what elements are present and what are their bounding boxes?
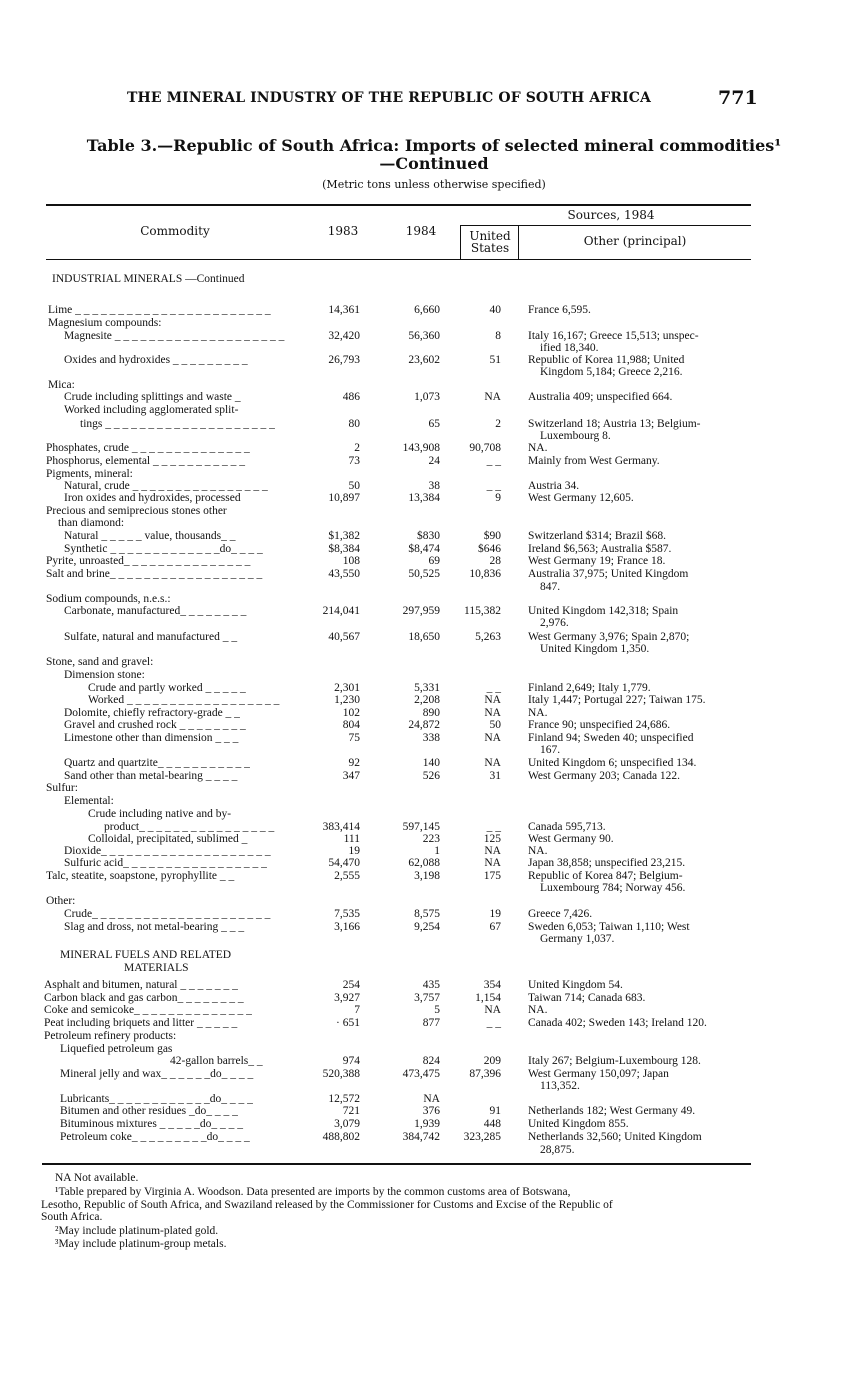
united-states-cell: 175 bbox=[483, 870, 501, 882]
commodity-cell: tings _ _ _ _ _ _ _ _ _ _ _ _ _ _ _ _ _ _ _ _ bbox=[80, 418, 275, 430]
commodity-cell: Colloidal, precipitated, sublimed _ bbox=[88, 833, 248, 845]
commodity-cell: Crude and partly worked _ _ _ _ _ bbox=[88, 682, 246, 694]
commodity-cell: Synthetic _ _ _ _ _ _ _ _ _ _ _ _ _do_ _ _ _ bbox=[64, 543, 263, 555]
other-sources-cell: Japan 38,858; unspecified 23,215. bbox=[528, 857, 686, 869]
other-sources-cell: Finland 2,649; Italy 1,779. bbox=[528, 682, 651, 694]
table-row bbox=[0, 273, 868, 287]
united-states-cell: 9 bbox=[495, 492, 501, 504]
other-sources-cell: Italy 16,167; Greece 15,513; unspec- bbox=[528, 330, 699, 342]
other-sources-cell: NA. bbox=[528, 1004, 548, 1016]
commodity-cell: Crude including splittings and waste _ bbox=[64, 391, 241, 403]
table-row bbox=[0, 517, 868, 531]
commodity-cell: Magnesite _ _ _ _ _ _ _ _ _ _ _ _ _ _ _ _ _ _ _ _ bbox=[64, 330, 285, 342]
value-1983-cell: 7,535 bbox=[334, 908, 360, 920]
commodity-cell: Magnesium compounds: bbox=[48, 317, 162, 329]
value-1983-cell: 43,550 bbox=[328, 568, 360, 580]
table-row bbox=[0, 979, 868, 993]
other-sources-cell: Finland 94; Sweden 40; unspecified bbox=[528, 732, 694, 744]
other-sources-cell: NA. bbox=[528, 707, 548, 719]
value-1983-cell: 486 bbox=[342, 391, 360, 403]
table-row bbox=[0, 317, 868, 331]
other-sources-cell: ified 18,340. bbox=[540, 342, 599, 354]
commodity-cell: Quartz and quartzite_ _ _ _ _ _ _ _ _ _ _ bbox=[64, 757, 250, 769]
united-states-cell: NA bbox=[484, 694, 501, 706]
value-1983-cell: 50 bbox=[348, 480, 360, 492]
value-1983-cell: 3,079 bbox=[334, 1118, 360, 1130]
other-sources-cell: Mainly from West Germany. bbox=[528, 455, 660, 467]
other-sources-cell: West Germany 150,097; Japan bbox=[528, 1068, 669, 1080]
commodity-cell: Mica: bbox=[48, 379, 75, 391]
table-row bbox=[0, 1080, 868, 1094]
united-states-cell: _ _ bbox=[486, 821, 501, 833]
commodity-cell: Dioxide_ _ _ _ _ _ _ _ _ _ _ _ _ _ _ _ _ _ _ _ bbox=[64, 845, 271, 857]
value-1984-cell: 877 bbox=[422, 1017, 440, 1029]
value-1984-cell: 473,475 bbox=[402, 1068, 440, 1080]
other-sources-cell: West Germany 3,976; Spain 2,870; bbox=[528, 631, 690, 643]
table-row bbox=[0, 962, 868, 976]
value-1984-cell: 23,602 bbox=[408, 354, 440, 366]
united-states-cell: _ _ bbox=[486, 1017, 501, 1029]
value-1984-cell: 1,939 bbox=[414, 1118, 440, 1130]
table-row bbox=[0, 404, 868, 418]
value-1983-cell: 54,470 bbox=[328, 857, 360, 869]
other-sources-cell: Netherlands 182; West Germany 49. bbox=[528, 1105, 696, 1117]
table-row bbox=[0, 1055, 868, 1069]
table-row bbox=[0, 617, 868, 631]
commodity-cell: Petroleum refinery products: bbox=[44, 1030, 177, 1042]
other-sources-cell: Ireland $6,563; Australia $587. bbox=[528, 543, 672, 555]
united-states-cell: 2 bbox=[495, 418, 501, 430]
commodity-cell: Bitumen and other residues _do_ _ _ _ bbox=[60, 1105, 238, 1117]
value-1983-cell: 3,166 bbox=[334, 921, 360, 933]
commodity-cell: Sulfuric acid_ _ _ _ _ _ _ _ _ _ _ _ _ _ _ _ _ bbox=[64, 857, 267, 869]
commodity-cell: Sodium compounds, n.e.s.: bbox=[46, 593, 171, 605]
united-states-cell: 50 bbox=[489, 719, 501, 731]
table-row bbox=[0, 1131, 868, 1145]
united-states-cell: 28 bbox=[489, 555, 501, 567]
value-1983-cell: 2,301 bbox=[334, 682, 360, 694]
united-states-cell: 125 bbox=[483, 833, 501, 845]
running-title: THE MINERAL INDUSTRY OF THE REPUBLIC OF SOUTH AFRICA bbox=[127, 90, 651, 106]
value-1983-cell: 488,802 bbox=[322, 1131, 360, 1143]
table-row bbox=[0, 895, 868, 909]
other-sources-cell: Luxembourg 784; Norway 456. bbox=[540, 882, 686, 894]
other-sources-cell: Switzerland $314; Brazil $68. bbox=[528, 530, 666, 542]
table-row bbox=[0, 1030, 868, 1044]
united-states-cell: NA bbox=[484, 391, 501, 403]
table-row bbox=[0, 455, 868, 469]
value-1984-cell: 3,198 bbox=[414, 870, 440, 882]
other-sources-cell: Italy 1,447; Portugal 227; Taiwan 175. bbox=[528, 694, 706, 706]
col-header-1984: 1984 bbox=[405, 224, 437, 238]
other-sources-cell: Austria 34. bbox=[528, 480, 580, 492]
commodity-cell: Dolomite, chiefly refractory-grade _ _ bbox=[64, 707, 240, 719]
table-title-continued: —Continued bbox=[379, 154, 489, 173]
other-sources-cell: Luxembourg 8. bbox=[540, 430, 611, 442]
value-1983-cell: 721 bbox=[342, 1105, 360, 1117]
value-1983-cell: 1,230 bbox=[334, 694, 360, 706]
other-sources-cell: 113,352. bbox=[540, 1080, 580, 1092]
commodity-cell: Natural _ _ _ _ _ value, thousands_ _ bbox=[64, 530, 236, 542]
united-states-cell: $90 bbox=[483, 530, 501, 542]
value-1984-cell: 5,331 bbox=[414, 682, 440, 694]
value-1984-cell: 140 bbox=[422, 757, 440, 769]
value-1984-cell: 376 bbox=[422, 1105, 440, 1117]
table-row bbox=[0, 492, 868, 506]
value-1984-cell: 69 bbox=[428, 555, 440, 567]
col-header-us-2: States bbox=[470, 241, 510, 255]
table-row bbox=[0, 669, 868, 683]
table-row bbox=[0, 568, 868, 582]
united-states-cell: 448 bbox=[483, 1118, 501, 1130]
value-1984-cell: 8,575 bbox=[414, 908, 440, 920]
value-1984-cell: 526 bbox=[422, 770, 440, 782]
table-row bbox=[0, 719, 868, 733]
table-row bbox=[0, 1118, 868, 1132]
other-sources-cell: NA. bbox=[528, 845, 548, 857]
page-number: 771 bbox=[718, 87, 758, 109]
value-1984-cell: 5 bbox=[434, 1004, 440, 1016]
value-1984-cell: 2,208 bbox=[414, 694, 440, 706]
value-1984-cell: 223 bbox=[422, 833, 440, 845]
value-1984-cell: 6,660 bbox=[414, 304, 440, 316]
value-1983-cell: 214,041 bbox=[322, 605, 360, 617]
other-sources-cell: Taiwan 714; Canada 683. bbox=[528, 992, 646, 1004]
other-sources-cell: United Kingdom 855. bbox=[528, 1118, 629, 1130]
other-sources-cell: 847. bbox=[540, 581, 561, 593]
united-states-cell: 5,263 bbox=[475, 631, 501, 643]
value-1983-cell: 32,420 bbox=[328, 330, 360, 342]
commodity-cell: Elemental: bbox=[64, 795, 114, 807]
value-1983-cell: 14,361 bbox=[328, 304, 360, 316]
value-1983-cell: $1,382 bbox=[328, 530, 360, 542]
table-row bbox=[0, 795, 868, 809]
commodity-cell: Asphalt and bitumen, natural _ _ _ _ _ _ _ bbox=[44, 979, 238, 991]
commodity-cell: Iron oxides and hydroxides, processed bbox=[64, 492, 241, 504]
value-1984-cell: 435 bbox=[422, 979, 440, 991]
other-sources-cell: NA. bbox=[528, 442, 548, 454]
commodity-cell: Stone, sand and gravel: bbox=[46, 656, 154, 668]
united-states-cell: 8 bbox=[495, 330, 501, 342]
commodity-cell: Carbon black and gas carbon_ _ _ _ _ _ _ _ bbox=[44, 992, 244, 1004]
commodity-cell: Limestone other than dimension _ _ _ bbox=[64, 732, 239, 744]
table-row bbox=[0, 366, 868, 380]
other-sources-cell: 2,976. bbox=[540, 617, 569, 629]
other-sources-cell: Australia 409; unspecified 664. bbox=[528, 391, 673, 403]
commodity-cell: Crude including native and by- bbox=[88, 808, 232, 820]
commodity-cell: Bituminous mixtures _ _ _ _ _do_ _ _ _ bbox=[60, 1118, 244, 1130]
commodity-cell: Crude_ _ _ _ _ _ _ _ _ _ _ _ _ _ _ _ _ _ _ _ _ bbox=[64, 908, 271, 920]
value-1983-cell: 92 bbox=[348, 757, 360, 769]
footnote-2: ²May include platinum-plated gold. bbox=[55, 1225, 219, 1237]
table-row bbox=[0, 757, 868, 771]
other-sources-cell: Italy 267; Belgium-Luxembourg 128. bbox=[528, 1055, 701, 1067]
united-states-cell: _ _ bbox=[486, 682, 501, 694]
commodity-cell: Salt and brine_ _ _ _ _ _ _ _ _ _ _ _ _ _ _ _ _ _ bbox=[46, 568, 263, 580]
commodity-cell: Sulfur: bbox=[46, 782, 78, 794]
value-1984-cell: 18,650 bbox=[408, 631, 440, 643]
value-1983-cell: 347 bbox=[342, 770, 360, 782]
table-row bbox=[0, 949, 868, 963]
united-states-cell: NA bbox=[484, 1004, 501, 1016]
value-1984-cell: $8,474 bbox=[408, 543, 440, 555]
commodity-cell: Mineral jelly and wax_ _ _ _ _ _do_ _ _ _ bbox=[60, 1068, 254, 1080]
col-header-sources: Sources, 1984 bbox=[567, 208, 655, 222]
value-1983-cell: 75 bbox=[348, 732, 360, 744]
commodity-cell: Gravel and crushed rock _ _ _ _ _ _ _ _ bbox=[64, 719, 246, 731]
value-1984-cell: 597,145 bbox=[402, 821, 440, 833]
united-states-cell: 31 bbox=[489, 770, 501, 782]
united-states-cell: 90,708 bbox=[469, 442, 501, 454]
other-sources-cell: United Kingdom 54. bbox=[528, 979, 623, 991]
value-1983-cell: 7 bbox=[354, 1004, 360, 1016]
value-1983-cell: 108 bbox=[342, 555, 360, 567]
commodity-cell: product_ _ _ _ _ _ _ _ _ _ _ _ _ _ _ _ bbox=[104, 821, 275, 833]
commodity-cell: Sulfate, natural and manufactured _ _ bbox=[64, 631, 238, 643]
col-header-us-1: United bbox=[469, 229, 511, 243]
table-row bbox=[0, 304, 868, 318]
value-1983-cell: 12,572 bbox=[328, 1093, 360, 1105]
commodity-cell: Talc, steatite, soapstone, pyrophyllite _ _ bbox=[46, 870, 235, 882]
value-1984-cell: 3,757 bbox=[414, 992, 440, 1004]
other-sources-cell: France 90; unspecified 24,686. bbox=[528, 719, 671, 731]
other-sources-cell: West Germany 12,605. bbox=[528, 492, 634, 504]
commodity-cell: Sand other than metal-bearing _ _ _ _ bbox=[64, 770, 238, 782]
table-title: Table 3.—Republic of South Africa: Imports of selected mineral commodities¹ bbox=[86, 136, 782, 155]
value-1984-cell: 890 bbox=[422, 707, 440, 719]
value-1984-cell: 38 bbox=[428, 480, 440, 492]
united-states-cell: 209 bbox=[483, 1055, 501, 1067]
commodity-cell: Oxides and hydroxides _ _ _ _ _ _ _ _ _ bbox=[64, 354, 248, 366]
other-sources-cell: Canada 402; Sweden 143; Ireland 120. bbox=[528, 1017, 707, 1029]
commodity-cell: 42-gallon barrels_ _ bbox=[170, 1055, 263, 1067]
value-1983-cell: 2,555 bbox=[334, 870, 360, 882]
table-row bbox=[0, 1144, 868, 1158]
bottom-rule bbox=[42, 1163, 751, 1165]
value-1984-cell: 384,742 bbox=[402, 1131, 440, 1143]
united-states-cell: NA bbox=[484, 732, 501, 744]
table-row bbox=[0, 442, 868, 456]
other-sources-cell: 28,875. bbox=[540, 1144, 575, 1156]
footnote-1-line2: Lesotho, Republic of South Africa, and Swaziland released by the Commissioner for Customs and Excise of the Republic of bbox=[41, 1199, 613, 1211]
value-1984-cell: 9,254 bbox=[414, 921, 440, 933]
value-1983-cell: 26,793 bbox=[328, 354, 360, 366]
table-row bbox=[0, 530, 868, 544]
commodity-cell: Pigments, mineral: bbox=[46, 468, 133, 480]
value-1984-cell: 13,384 bbox=[408, 492, 440, 504]
table-row bbox=[0, 808, 868, 822]
united-states-cell: NA bbox=[484, 707, 501, 719]
united-states-cell: NA bbox=[484, 757, 501, 769]
footnote-3: ³May include platinum-group metals. bbox=[55, 1238, 227, 1250]
commodity-cell: Natural, crude _ _ _ _ _ _ _ _ _ _ _ _ _ _ _ _ bbox=[64, 480, 268, 492]
table-row bbox=[0, 555, 868, 569]
commodity-cell: Other: bbox=[46, 895, 76, 907]
other-sources-cell: Republic of Korea 11,988; United bbox=[528, 354, 685, 366]
footnote-1-line1: ¹Table prepared by Virginia A. Woodson. Data presented are imports by the common customs area of Botswana, bbox=[55, 1186, 571, 1198]
united-states-cell: _ _ bbox=[486, 455, 501, 467]
united-states-cell: 115,382 bbox=[464, 605, 501, 617]
united-states-cell: 323,285 bbox=[463, 1131, 501, 1143]
other-sources-cell: France 6,595. bbox=[528, 304, 591, 316]
value-1983-cell: 383,414 bbox=[322, 821, 360, 833]
table-subtitle: (Metric tons unless otherwise specified) bbox=[322, 178, 546, 191]
table-row bbox=[0, 391, 868, 405]
footnote-na: NA Not available. bbox=[55, 1172, 139, 1184]
other-sources-cell: Republic of Korea 847; Belgium- bbox=[528, 870, 683, 882]
col-header-other: Other (principal) bbox=[583, 234, 687, 248]
united-states-cell: 1,154 bbox=[475, 992, 501, 1004]
commodity-cell: Lime _ _ _ _ _ _ _ _ _ _ _ _ _ _ _ _ _ _ _ _ _ _ _ bbox=[48, 304, 271, 316]
commodity-cell: Worked including agglomerated split- bbox=[64, 404, 239, 416]
value-1984-cell: 1 bbox=[434, 845, 440, 857]
col-header-commodity: Commodity bbox=[140, 224, 210, 238]
value-1983-cell: 520,388 bbox=[322, 1068, 360, 1080]
value-1984-cell: 65 bbox=[428, 418, 440, 430]
commodity-cell: Pyrite, unroasted_ _ _ _ _ _ _ _ _ _ _ _ _ _ _ bbox=[46, 555, 251, 567]
commodity-cell: MINERAL FUELS AND RELATED bbox=[60, 949, 232, 961]
united-states-cell: 51 bbox=[489, 354, 501, 366]
other-sources-cell: Greece 7,426. bbox=[528, 908, 593, 920]
commodity-cell: MATERIALS bbox=[124, 962, 189, 974]
table-row bbox=[0, 882, 868, 896]
value-1983-cell: 102 bbox=[342, 707, 360, 719]
commodity-cell: Worked _ _ _ _ _ _ _ _ _ _ _ _ _ _ _ _ _ _ bbox=[88, 694, 280, 706]
value-1983-cell: 254 bbox=[342, 979, 360, 991]
other-sources-cell: West Germany 90. bbox=[528, 833, 614, 845]
table-row bbox=[0, 694, 868, 708]
commodity-cell: Precious and semiprecious stones other bbox=[46, 505, 227, 517]
commodity-cell: Carbonate, manufactured_ _ _ _ _ _ _ _ bbox=[64, 605, 247, 617]
commodity-cell: Phosphorus, elemental _ _ _ _ _ _ _ _ _ _ _ bbox=[46, 455, 245, 467]
united-states-cell: 91 bbox=[489, 1105, 501, 1117]
value-1983-cell: 804 bbox=[342, 719, 360, 731]
value-1984-cell: $830 bbox=[417, 530, 440, 542]
commodity-cell: Dimension stone: bbox=[64, 669, 145, 681]
united-states-cell: NA bbox=[484, 857, 501, 869]
united-states-cell: 40 bbox=[489, 304, 501, 316]
value-1983-cell: 3,927 bbox=[334, 992, 360, 1004]
value-1984-cell: 338 bbox=[422, 732, 440, 744]
other-sources-cell: Kingdom 5,184; Greece 2,216. bbox=[540, 366, 683, 378]
commodity-cell: Liquefied petroleum gas bbox=[60, 1043, 173, 1055]
table-row bbox=[0, 744, 868, 758]
united-states-cell: 87,396 bbox=[469, 1068, 501, 1080]
united-states-cell: 67 bbox=[489, 921, 501, 933]
value-1984-cell: 50,525 bbox=[408, 568, 440, 580]
value-1983-cell: 80 bbox=[348, 418, 360, 430]
other-sources-cell: Switzerland 18; Austria 13; Belgium- bbox=[528, 418, 701, 430]
value-1983-cell: 974 bbox=[342, 1055, 360, 1067]
united-states-cell: _ _ bbox=[486, 480, 501, 492]
united-states-cell: $646 bbox=[478, 543, 501, 555]
other-sources-cell: Netherlands 32,560; United Kingdom bbox=[528, 1131, 702, 1143]
value-1983-cell: 111 bbox=[343, 833, 360, 845]
other-sources-cell: United Kingdom 1,350. bbox=[540, 643, 650, 655]
other-sources-cell: West Germany 19; France 18. bbox=[528, 555, 666, 567]
other-sources-cell: Australia 37,975; United Kingdom bbox=[528, 568, 689, 580]
value-1984-cell: 56,360 bbox=[408, 330, 440, 342]
table-row bbox=[0, 1017, 868, 1031]
table-row bbox=[0, 1004, 868, 1018]
value-1983-cell: 2 bbox=[354, 442, 360, 454]
table-row bbox=[0, 656, 868, 670]
table-row bbox=[0, 933, 868, 947]
value-1984-cell: 824 bbox=[422, 1055, 440, 1067]
value-1984-cell: 24 bbox=[428, 455, 440, 467]
value-1984-cell: 1,073 bbox=[414, 391, 440, 403]
value-1983-cell: · 651 bbox=[336, 1017, 360, 1029]
other-sources-cell: Germany 1,037. bbox=[540, 933, 615, 945]
other-sources-cell: West Germany 203; Canada 122. bbox=[528, 770, 681, 782]
value-1984-cell: 62,088 bbox=[408, 857, 440, 869]
value-1983-cell: 10,897 bbox=[328, 492, 360, 504]
value-1983-cell: 40,567 bbox=[328, 631, 360, 643]
footnote-1-line3: South Africa. bbox=[41, 1211, 103, 1223]
commodity-cell: Slag and dross, not metal-bearing _ _ _ bbox=[64, 921, 245, 933]
table-row bbox=[0, 857, 868, 871]
value-1983-cell: 19 bbox=[348, 845, 360, 857]
united-states-cell: NA bbox=[484, 845, 501, 857]
table-row bbox=[0, 908, 868, 922]
commodity-cell: than diamond: bbox=[58, 517, 125, 529]
commodity-cell: Coke and semicoke_ _ _ _ _ _ _ _ _ _ _ _ _ _ bbox=[44, 1004, 252, 1016]
value-1983-cell: 73 bbox=[348, 455, 360, 467]
commodity-cell: Petroleum coke_ _ _ _ _ _ _ _ _do_ _ _ _ bbox=[60, 1131, 250, 1143]
united-states-cell: 19 bbox=[489, 908, 501, 920]
united-states-cell: 10,836 bbox=[469, 568, 501, 580]
col-header-1983: 1983 bbox=[327, 224, 359, 238]
table-row bbox=[0, 782, 868, 796]
commodity-cell: Peat including briquets and litter _ _ _ _ _ bbox=[44, 1017, 238, 1029]
commodity-cell: Lubricants_ _ _ _ _ _ _ _ _ _ _ _do_ _ _ _ bbox=[60, 1093, 253, 1105]
value-1984-cell: 24,872 bbox=[408, 719, 440, 731]
other-sources-cell: United Kingdom 6; unspecified 134. bbox=[528, 757, 697, 769]
united-states-cell: 354 bbox=[483, 979, 501, 991]
commodity-cell: Phosphates, crude _ _ _ _ _ _ _ _ _ _ _ _ _ _ bbox=[46, 442, 250, 454]
value-1984-cell: 297,959 bbox=[402, 605, 440, 617]
value-1984-cell: 143,908 bbox=[402, 442, 440, 454]
table-row bbox=[0, 643, 868, 657]
value-1984-cell: NA bbox=[423, 1093, 440, 1105]
table-row bbox=[0, 1105, 868, 1119]
other-sources-cell: United Kingdom 142,318; Spain bbox=[528, 605, 679, 617]
value-1983-cell: $8,384 bbox=[328, 543, 360, 555]
other-sources-cell: 167. bbox=[540, 744, 561, 756]
commodity-cell: INDUSTRIAL MINERALS —Continued bbox=[52, 273, 245, 285]
other-sources-cell: Sweden 6,053; Taiwan 1,110; West bbox=[528, 921, 690, 933]
other-sources-cell: Canada 595,713. bbox=[528, 821, 606, 833]
